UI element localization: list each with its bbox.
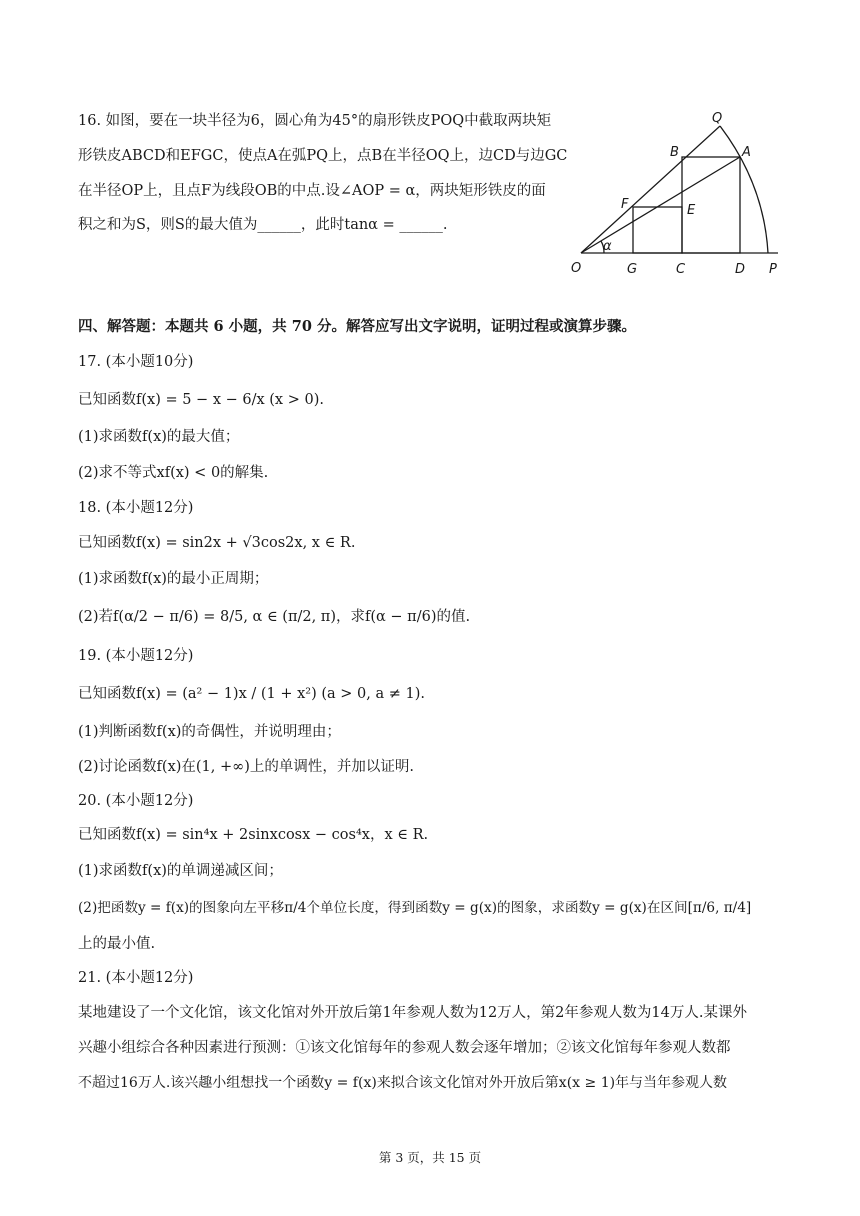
q16-line-1: 16. 如图，要在一块半径为6，圆心角为45°的扇形铁皮POQ中截取两块矩: [78, 113, 552, 129]
q20-part-1: (1)求函数f(x)的单调递减区间；: [78, 863, 283, 879]
section-heading: 四、解答题：本题共 6 小题，共 70 分。解答应写出文字说明，证明过程或演算步骤。: [78, 318, 636, 335]
rect-efgc: [633, 207, 682, 253]
q21-line-1: 某地建设了一个文化馆，该文化馆对外开放后第1年参观人数为12万人，第2年参观人数为14万人.某课外: [78, 1005, 747, 1021]
q19-stem: 已知函数f(x) = (a² − 1)x / (1 + x²) (a > 0, a ≠ 1).: [78, 686, 425, 702]
q17-title: 17. (本小题10分): [78, 354, 194, 370]
label-g: G: [627, 262, 638, 277]
label-alpha: α: [603, 239, 612, 254]
label-b: B: [670, 145, 679, 160]
q16-line-4: 积之和为S，则S的最大值为______，此时tanα = ______.: [78, 217, 448, 233]
q19-part-2: (2)讨论函数f(x)在(1, +∞)上的单调性，并加以证明.: [78, 759, 414, 775]
sector-figure: [566, 104, 786, 284]
q20-title: 20. (本小题12分): [78, 793, 194, 809]
q20-part-2b: 上的最小值.: [78, 936, 156, 952]
q21-title: 21. (本小题12分): [78, 970, 194, 986]
q20-stem: 已知函数f(x) = sin⁴x + 2sinxcosx − cos⁴x，x ∈ R.: [78, 827, 429, 843]
label-o: O: [571, 261, 582, 276]
q20-part-2a: (2)把函数y = f(x)的图象向左平移π/4个单位长度，得到函数y = g(x)的图象，求函数y = g(x)在区间[π/6, π/4]: [78, 900, 752, 916]
q18-part-1: (1)求函数f(x)的最小正周期；: [78, 571, 269, 587]
q16-line-3: 在半径OP上，且点F为线段OB的中点.设∠AOP = α，两块矩形铁皮的面: [78, 183, 546, 199]
q19-title: 19. (本小题12分): [78, 648, 194, 664]
q17-stem: 已知函数f(x) = 5 − x − 6/x (x > 0).: [78, 392, 324, 408]
q21-line-3: 不超过16万人.该兴趣小组想找一个函数y = f(x)来拟合该文化馆对外开放后第x(x ≥ 1)年与当年参观人数: [78, 1075, 728, 1091]
label-f: F: [621, 197, 629, 212]
q19-part-1: (1)判断函数f(x)的奇偶性，并说明理由；: [78, 724, 341, 740]
label-d: D: [735, 262, 746, 277]
label-q: Q: [712, 111, 723, 126]
label-p: P: [769, 262, 777, 277]
label-c: C: [676, 262, 686, 277]
page-footer: 第 3 页，共 15 页: [378, 1150, 482, 1165]
q18-stem: 已知函数f(x) = sin2x + √3cos2x, x ∈ R.: [78, 535, 356, 551]
label-e: E: [687, 203, 696, 218]
q16-line-2: 形铁皮ABCD和EFGC，使点A在弧PQ上，点B在半径OQ上，边CD与边GC: [78, 148, 568, 164]
label-a: A: [742, 145, 751, 160]
q17-part-1: (1)求函数f(x)的最大值；: [78, 429, 240, 445]
q17-part-2: (2)求不等式xf(x) < 0的解集.: [78, 465, 269, 481]
radius-oq: [581, 126, 720, 253]
q21-line-2: 兴趣小组综合各种因素进行预测：①该文化馆每年的参观人数会逐年增加；②该文化馆每年参观人数都: [78, 1040, 731, 1056]
q18-title: 18. (本小题12分): [78, 500, 194, 516]
q18-part-2: (2)若f(α/2 − π/6) = 8/5, α ∈ (π/2, π)，求f(α − π/6)的值.: [78, 609, 471, 625]
